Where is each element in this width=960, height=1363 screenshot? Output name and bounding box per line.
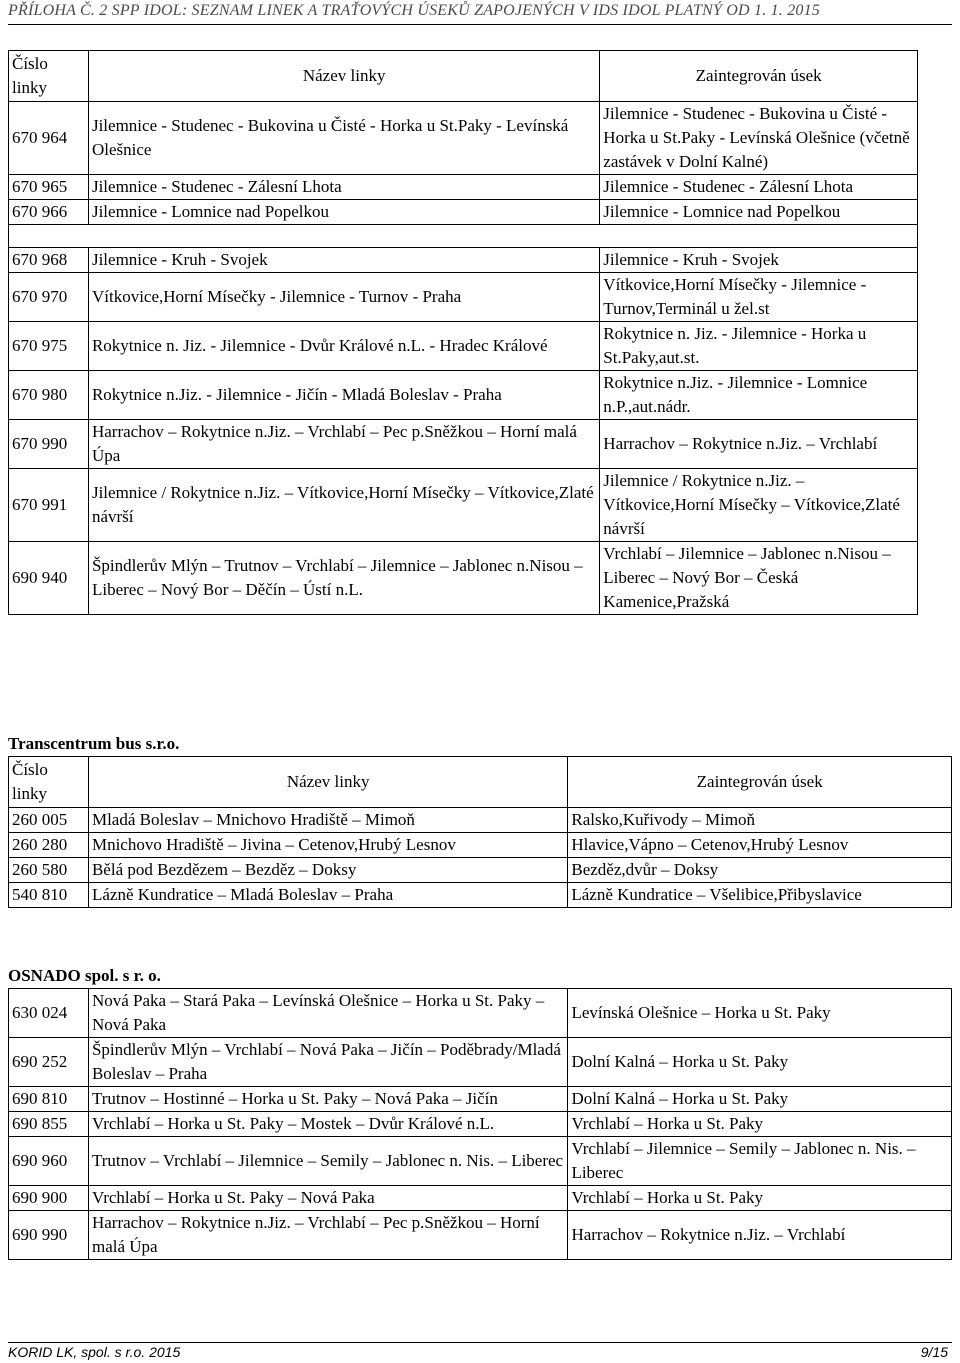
- line-number: 670 966: [9, 200, 89, 225]
- section-title-transcentrum: Transcentrum bus s.r.o.: [8, 734, 180, 753]
- line-number: 540 810: [9, 883, 89, 908]
- table-row: [9, 248, 918, 273]
- routes-table-3: [8, 988, 952, 1260]
- table-row: [9, 833, 952, 858]
- line-zone: Vítkovice,Horní Mísečky - Jilemnice - Turnov,Terminál u žel.st: [600, 273, 918, 322]
- table-row: [9, 883, 952, 908]
- line-name: Jilemnice - Kruh - Svojek: [88, 248, 599, 273]
- footer-company: KORID LK, spol. s r.o. 2015: [8, 1344, 181, 1360]
- line-number: 690 940: [9, 542, 89, 615]
- line-number: 690 990: [9, 1211, 89, 1260]
- table-row: [9, 1087, 952, 1112]
- table-row: [9, 989, 952, 1038]
- line-zone: Hlavice,Vápno – Cetenov,Hrubý Lesnov: [568, 833, 952, 858]
- col-header-number: Číslo linky: [9, 757, 89, 808]
- page-header-title: PŘÍLOHA Č. 2 SPP IDOL: SEZNAM LINEK A TRAŤOVÝCH ÚSEKŮ ZAPOJENÝCH V IDS IDOL PLATNÝ OD 1. 1. 2015: [8, 2, 821, 19]
- section-title-osnado: OSNADO spol. s r. o.: [8, 966, 161, 985]
- table-row: [9, 542, 918, 615]
- line-number: 690 810: [9, 1087, 89, 1112]
- line-name: Rokytnice n. Jiz. - Jilemnice - Dvůr Králové n.L. - Hradec Králové: [88, 322, 599, 371]
- line-zone: Jilemnice - Lomnice nad Popelkou: [600, 200, 918, 225]
- line-zone: Dolní Kalná – Horka u St. Paky: [568, 1038, 952, 1087]
- line-name: Vrchlabí – Horka u St. Paky – Nová Paka: [88, 1186, 567, 1211]
- line-zone: Vrchlabí – Horka u St. Paky: [568, 1112, 952, 1137]
- line-zone: Ralsko,Kuřivody – Mimoň: [568, 808, 952, 833]
- line-zone: Jilemnice - Studenec - Bukovina u Čisté - Horka u St.Paky - Levínská Olešnice (včetně zastávek v Dolní Kalné): [600, 102, 918, 175]
- line-name: Vrchlabí – Horka u St. Paky – Mostek – Dvůr Králové n.L.: [88, 1112, 567, 1137]
- line-zone: Rokytnice n.Jiz. - Jilemnice - Lomnice n.P.,aut.nádr.: [600, 371, 918, 420]
- line-zone: Jilemnice - Studenec - Zálesní Lhota: [600, 175, 918, 200]
- line-zone: Bezděz,dvůr – Doksy: [568, 858, 952, 883]
- table-row: [9, 1112, 952, 1137]
- table-row: [9, 102, 918, 175]
- table-row: [9, 1186, 952, 1211]
- line-name: Bělá pod Bezdězem – Bezděz – Doksy: [88, 858, 567, 883]
- line-zone: Harrachov – Rokytnice n.Jiz. – Vrchlabí: [568, 1211, 952, 1260]
- table-spacer-row: [9, 225, 918, 248]
- line-number: 260 005: [9, 808, 89, 833]
- line-name: Jilemnice - Studenec - Zálesní Lhota: [88, 175, 599, 200]
- line-number: 670 968: [9, 248, 89, 273]
- line-zone: Vrchlabí – Jilemnice – Jablonec n.Nisou – Liberec – Nový Bor – Česká Kamenice,Pražská: [600, 542, 918, 615]
- line-zone: Vrchlabí – Jilemnice – Semily – Jablonec n. Nis. – Liberec: [568, 1137, 952, 1186]
- line-zone: Levínská Olešnice – Horka u St. Paky: [568, 989, 952, 1038]
- line-name: Jilemnice - Studenec - Bukovina u Čisté - Horka u St.Paky - Levínská Olešnice: [88, 102, 599, 175]
- line-zone: Lázně Kundratice – Všelibice,Přibyslavice: [568, 883, 952, 908]
- col-header-name: Název linky: [88, 757, 567, 808]
- table-row: [9, 858, 952, 883]
- footer-page-number: 9/15: [920, 1344, 948, 1360]
- line-name: Harrachov – Rokytnice n.Jiz. – Vrchlabí – Pec p.Sněžkou – Horní malá Úpa: [88, 420, 599, 469]
- line-name: Harrachov – Rokytnice n.Jiz. – Vrchlabí – Pec p.Sněžkou – Horní malá Úpa: [88, 1211, 567, 1260]
- line-number: 670 991: [9, 469, 89, 542]
- footer-divider: [8, 1342, 952, 1343]
- table-row: [9, 175, 918, 200]
- line-zone: Jilemnice / Rokytnice n.Jiz. – Vítkovice,Horní Mísečky – Vítkovice,Zlaté návrší: [600, 469, 918, 542]
- line-name: Rokytnice n.Jiz. - Jilemnice - Jičín - Mladá Boleslav - Praha: [88, 371, 599, 420]
- table-row: [9, 322, 918, 371]
- line-name: Špindlerův Mlýn – Vrchlabí – Nová Paka – Jičín – Poděbrady/Mladá Boleslav – Praha: [88, 1038, 567, 1087]
- routes-table-1: [8, 50, 918, 615]
- line-number: 670 970: [9, 273, 89, 322]
- line-name: Vítkovice,Horní Mísečky - Jilemnice - Turnov - Praha: [88, 273, 599, 322]
- line-zone: Jilemnice - Kruh - Svojek: [600, 248, 918, 273]
- line-number: 260 280: [9, 833, 89, 858]
- line-number: 670 990: [9, 420, 89, 469]
- line-name: Mladá Boleslav – Mnichovo Hradiště – Mimoň: [88, 808, 567, 833]
- line-number: 690 900: [9, 1186, 89, 1211]
- line-name: Mnichovo Hradiště – Jivina – Cetenov,Hrubý Lesnov: [88, 833, 567, 858]
- table-row: [9, 371, 918, 420]
- table-row: [9, 420, 918, 469]
- table-row: [9, 273, 918, 322]
- line-zone: Rokytnice n. Jiz. - Jilemnice - Horka u St.Paky,aut.st.: [600, 322, 918, 371]
- line-name: Nová Paka – Stará Paka – Levínská Olešnice – Horka u St. Paky – Nová Paka: [88, 989, 567, 1038]
- line-number: 690 960: [9, 1137, 89, 1186]
- line-zone: Harrachov – Rokytnice n.Jiz. – Vrchlabí: [600, 420, 918, 469]
- table-row: [9, 200, 918, 225]
- line-number: 670 975: [9, 322, 89, 371]
- table-row: [9, 1137, 952, 1186]
- table-row: [9, 1038, 952, 1087]
- line-number: 670 980: [9, 371, 89, 420]
- routes-table-2: [8, 756, 952, 908]
- header-divider: [8, 24, 952, 25]
- table-row: [9, 1211, 952, 1260]
- line-name: Lázně Kundratice – Mladá Boleslav – Praha: [88, 883, 567, 908]
- col-header-name: Název linky: [88, 51, 599, 102]
- table-header-row: [9, 51, 918, 102]
- table-row: [9, 469, 918, 542]
- table-header-row: [9, 757, 952, 808]
- line-zone: Vrchlabí – Horka u St. Paky: [568, 1186, 952, 1211]
- line-name: Jilemnice - Lomnice nad Popelkou: [88, 200, 599, 225]
- line-zone: Dolní Kalná – Horka u St. Paky: [568, 1087, 952, 1112]
- line-name: Trutnov – Vrchlabí – Jilemnice – Semily – Jablonec n. Nis. – Liberec: [88, 1137, 567, 1186]
- line-name: Trutnov – Hostinné – Horka u St. Paky – Nová Paka – Jičín: [88, 1087, 567, 1112]
- line-number: 630 024: [9, 989, 89, 1038]
- line-name: Špindlerův Mlýn – Trutnov – Vrchlabí – Jilemnice – Jablonec n.Nisou – Liberec – Nový Bor – Děčín – Ústí n.L.: [88, 542, 599, 615]
- line-number: 670 964: [9, 102, 89, 175]
- col-header-number: Číslo linky: [9, 51, 89, 102]
- col-header-zone: Zaintegrován úsek: [600, 51, 918, 102]
- line-name: Jilemnice / Rokytnice n.Jiz. – Vítkovice,Horní Mísečky – Vítkovice,Zlaté návrší: [88, 469, 599, 542]
- line-number: 690 252: [9, 1038, 89, 1087]
- line-number: 670 965: [9, 175, 89, 200]
- line-number: 690 855: [9, 1112, 89, 1137]
- col-header-zone: Zaintegrován úsek: [568, 757, 952, 808]
- table-row: [9, 808, 952, 833]
- line-number: 260 580: [9, 858, 89, 883]
